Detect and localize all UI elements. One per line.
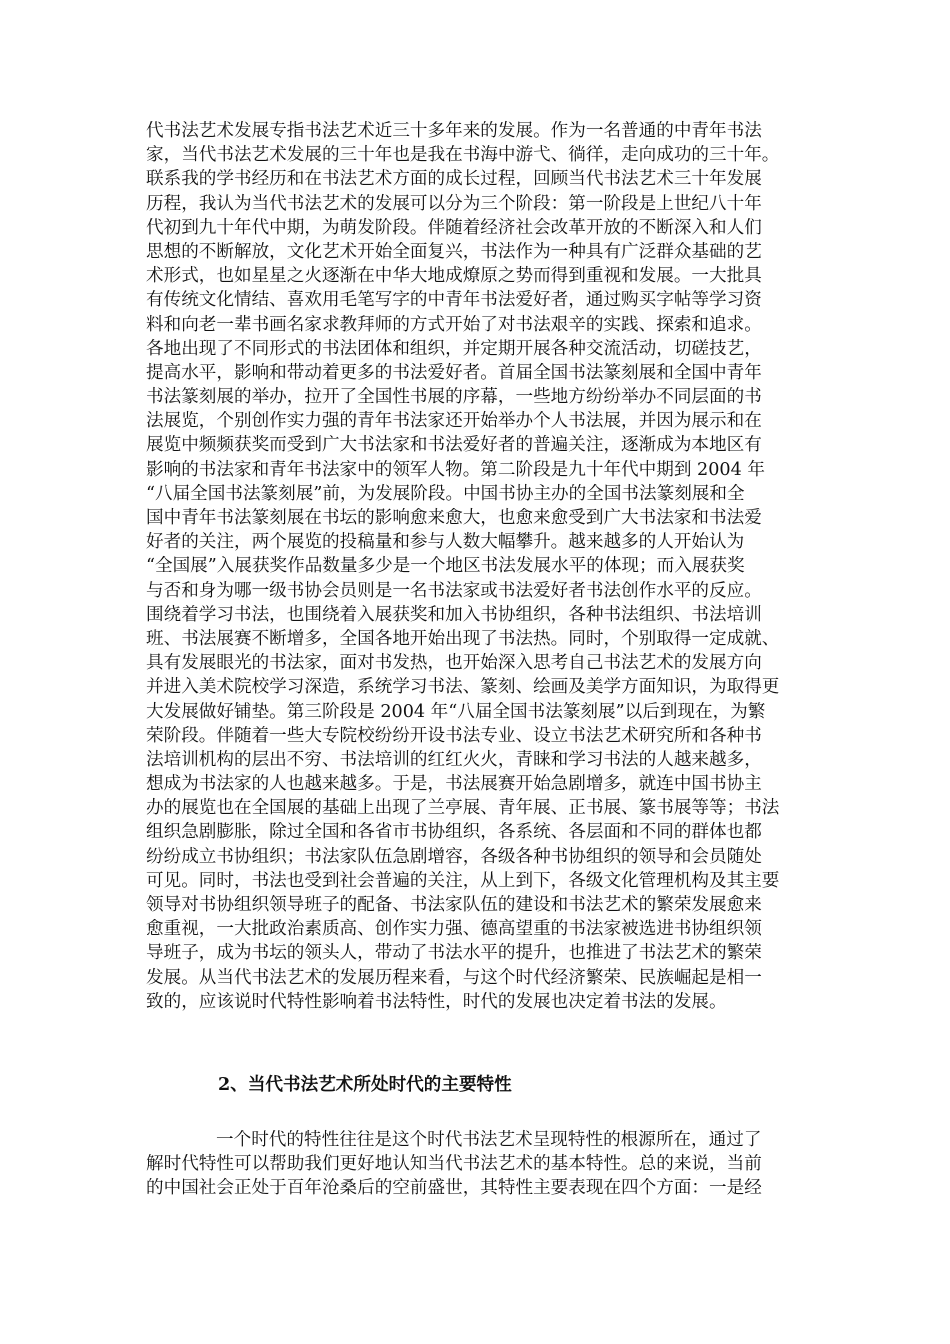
text-line: 家，当代书法艺术发展的三十年也是我在书海中游弋、徜徉，走向成功的三十年。	[146, 145, 780, 166]
text-line: 想成为书法家的人也越来越多。于是，书法展赛开始急剧增多，就连中国书协主	[146, 774, 762, 795]
text-line: 的中国社会正处于百年沧桑后的空前盛世，其特性主要表现在四个方面：一是经	[146, 1178, 762, 1199]
text-line: 荣阶段。伴随着一些大专院校纷纷开设书法专业、设立书法艺术研究所和各种书	[146, 725, 762, 746]
text-line: 发展。从当代书法艺术的发展历程来看，与这个时代经济繁荣、民族崛起是相一	[146, 967, 762, 988]
body-paragraph-era-characteristics	[146, 1128, 806, 1201]
text-line: 大发展做好铺垫。第三阶段是 2004 年“八届全国书法篆刻展”以后到现在，为繁	[146, 701, 766, 722]
body-paragraph-stages	[146, 119, 806, 1014]
text-line: 组织急剧膨胀，除过全国和各省市书协组织，各系统、各层面和不同的群体也都	[146, 822, 762, 843]
text-line: 愈重视，一大批政治素质高、创作实力强、德高望重的书法家被选进书协组织领	[146, 919, 762, 940]
text-line: 书法篆刻展的举办，拉开了全国性书展的序幕，一些地方纷纷举办不同层面的书	[146, 387, 762, 408]
text-line: 历程，我认为当代书法艺术的发展可以分为三个阶段：第一阶段是上世纪八十年	[146, 193, 762, 214]
text-line: 具有发展眼光的书法家，面对书发热，也开始深入思考自己书法艺术的发展方向	[146, 653, 762, 674]
text-line: 各地出现了不同形式的书法团体和组织，并定期开展各种交流活动，切磋技艺，	[146, 338, 762, 359]
text-line: 国中青年书法篆刻展在书坛的影响愈来愈大，也愈来愈受到广大书法家和书法爱	[146, 508, 762, 528]
text-line: 有传统文化情结、喜欢用毛笔写字的中青年书法爱好者，通过购买字帖等学习资	[146, 290, 762, 311]
section-heading: 2、当代书法艺术所处时代的主要特性	[218, 1074, 512, 1095]
text-line: 影响的书法家和青年书法家中的领军人物。第二阶段是九十年代中期到 2004 年	[146, 459, 765, 480]
text-line: 法培训机构的层出不穷、书法培训的红红火火，青睐和学习书法的人越来越多，	[146, 749, 762, 770]
text-line: 术形式，也如星星之火逐渐在中华大地成燎原之势而得到重视和发展。一大批具	[146, 266, 762, 287]
text-line: 好者的关注，两个展览的投稿量和参与人数大幅攀升。越来越多的人开始认为	[146, 532, 745, 553]
text-line: 代初到九十年代中期，为萌发阶段。伴随着经济社会改革开放的不断深入和人们	[146, 217, 762, 238]
text-line: “全国展”入展获奖作品数量多少是一个地区书法发展水平的体现；而入展获奖	[146, 556, 745, 577]
text-line: 办的展览也在全国展的基础上出现了兰亭展、青年展、正书展、篆书展等等；书法	[146, 798, 780, 819]
text-line: 领导对书协组织领导班子的配备、书法家队伍的建设和书法艺术的繁荣发展愈来	[146, 895, 762, 915]
text-line: 代书法艺术发展专指书法艺术近三十多年来的发展。作为一名普通的中青年书法	[146, 121, 762, 141]
text-line: 展览中频频获奖而受到广大书法家和书法爱好者的普遍关注，逐渐成为本地区有	[146, 435, 762, 456]
text-line: 法展览，个别创作实力强的青年书法家还开始举办个人书法展，并因为展示和在	[146, 411, 762, 432]
text-line: 可见。同时，书法也受到社会普遍的关注，从上到下，各级文化管理机构及其主要	[146, 870, 780, 891]
text-line: 联系我的学书经历和在书法艺术方面的成长过程，回顾当代书法艺术三十年发展	[146, 169, 762, 190]
text-line: 班、书法展赛不断增多，全国各地开始出现了书法热。同时，个别取得一定成就、	[146, 628, 780, 649]
text-line: 与否和身为哪一级书协会员则是一名书法家或书法爱好者书法创作水平的反应。	[146, 580, 762, 601]
text-line: 并进入美术院校学习深造，系统学习书法、篆刻、绘画及美学方面知识，为取得更	[146, 677, 780, 698]
text-line: “八届全国书法篆刻展”前，为发展阶段。中国书协主办的全国书法篆刻展和全	[146, 483, 745, 504]
text-line: 料和向老一辈书画名家求教拜师的方式开始了对书法艰辛的实践、探索和追求。	[146, 314, 762, 335]
text-line: 思想的不断解放，文化艺术开始全面复兴，书法作为一种具有广泛群众基础的艺	[146, 241, 762, 262]
text-line: 围绕着学习书法，也围绕着入展获奖和加入书协组织，各种书法组织、书法培训	[146, 604, 762, 625]
text-line: 纷纷成立书协组织；书法家队伍急剧增容，各级各种书协组织的领导和会员随处	[146, 846, 762, 867]
text-line: 一个时代的特性往往是这个时代书法艺术呈现特性的根源所在，通过了	[216, 1130, 762, 1150]
text-line: 解时代特性可以帮助我们更好地认知当代书法艺术的基本特性。总的来说，当前	[146, 1154, 762, 1175]
text-line: 导班子，成为书坛的领头人，带动了书法水平的提升，也推进了书法艺术的繁荣	[146, 943, 762, 964]
text-line: 提高水平，影响和带动着更多的书法爱好者。首届全国书法篆刻展和全国中青年	[146, 362, 762, 383]
text-line: 致的，应该说时代特性影响着书法特性，时代的发展也决定着书法的发展。	[146, 991, 727, 1012]
